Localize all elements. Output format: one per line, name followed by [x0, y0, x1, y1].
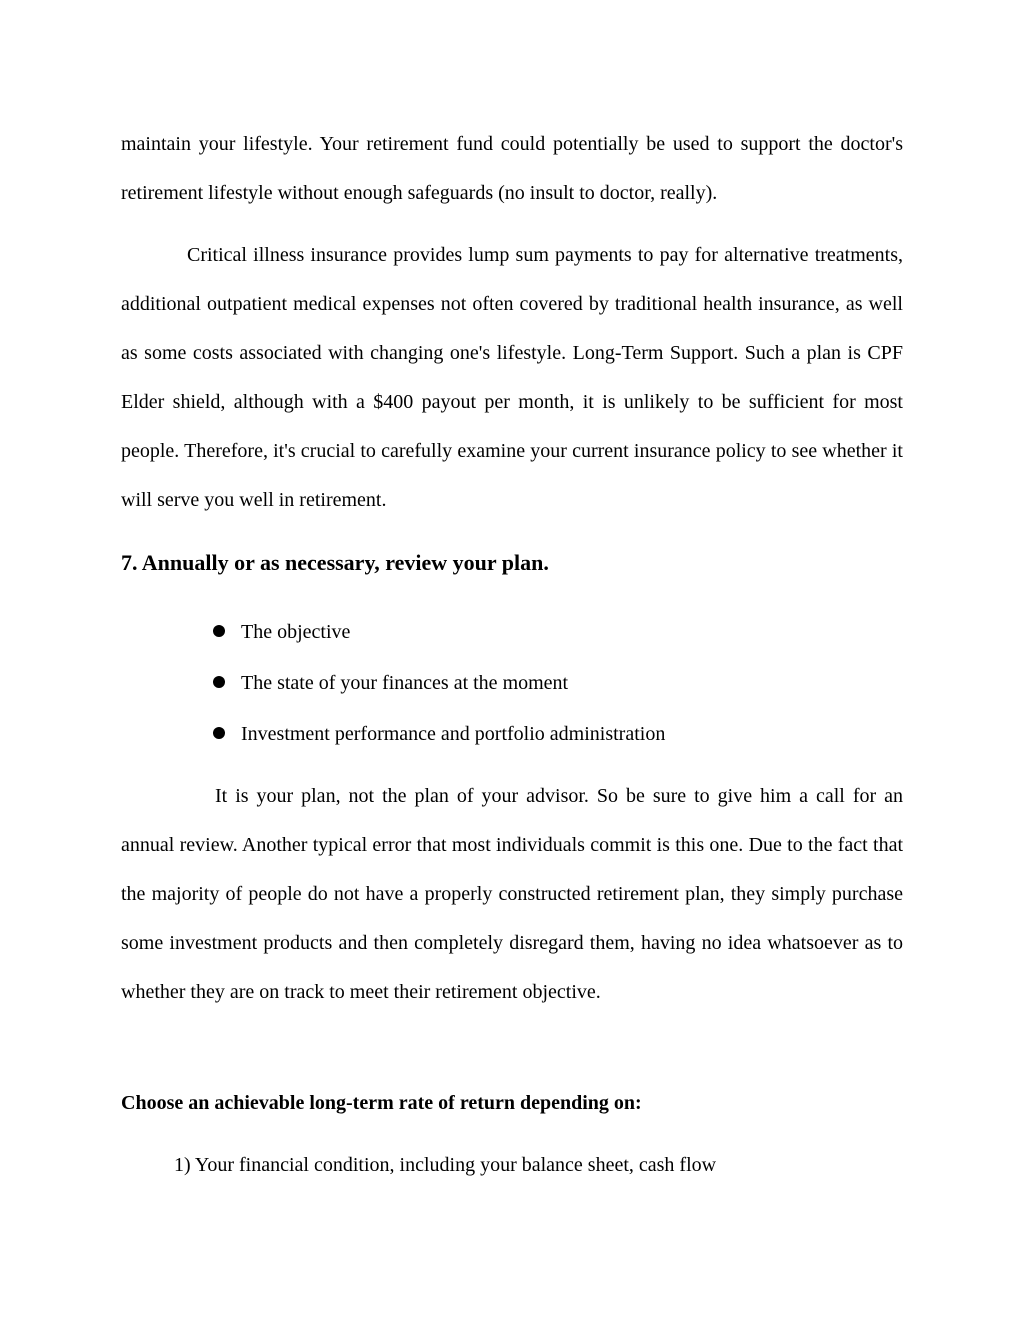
bullet-text: The state of your finances at the moment [241, 672, 569, 694]
numbered-item: 1) Your financial condition, including your balance sheet, cash flow [174, 1154, 717, 1176]
bullet-icon [213, 727, 225, 739]
list-item [211, 710, 665, 761]
bullet-icon [213, 676, 225, 688]
bullet-list [211, 608, 665, 761]
section-heading-review-plan: 7. Annually or as necessary, review your plan. [121, 550, 549, 575]
bullet-text: The objective [241, 621, 351, 643]
paragraph-critical-illness: Critical illness insurance provides lump sum payments to pay for alternative treatments, additional outpatient medical expenses not often covered by traditional health insurance, as well as some costs associated with changing one's lifestyle. Long-Term Support. Such a plan is CPF Elder shield, although with a $400 payout per month, it is unlikely to be sufficient for most people. Therefore, it's crucial to carefully examine your current insurance policy to see whether it will serve you well in retirement. [121, 244, 903, 511]
list-item [211, 608, 665, 659]
list-item [211, 659, 665, 710]
paragraph-lifestyle: maintain your lifestyle. Your retirement fund could potentially be used to support the doctor's retirement lifestyle without enough safeguards (no insult to doctor, really). [121, 133, 903, 204]
document-page [121, 0, 903, 1325]
subheading-rate-of-return: Choose an achievable long-term rate of return depending on: [121, 1092, 642, 1114]
bullet-icon [213, 625, 225, 637]
paragraph-annual-review: It is your plan, not the plan of your advisor. So be sure to give him a call for an annual review. Another typical error that most individuals commit is this one. Due to the fact that the majority of people do not have a properly constructed retirement plan, they simply purchase some investment products and then completely disregard them, having no idea whatsoever as to whether they are on track to meet their retirement objective. [121, 785, 903, 1003]
bullet-text: Investment performance and portfolio administration [241, 723, 666, 745]
